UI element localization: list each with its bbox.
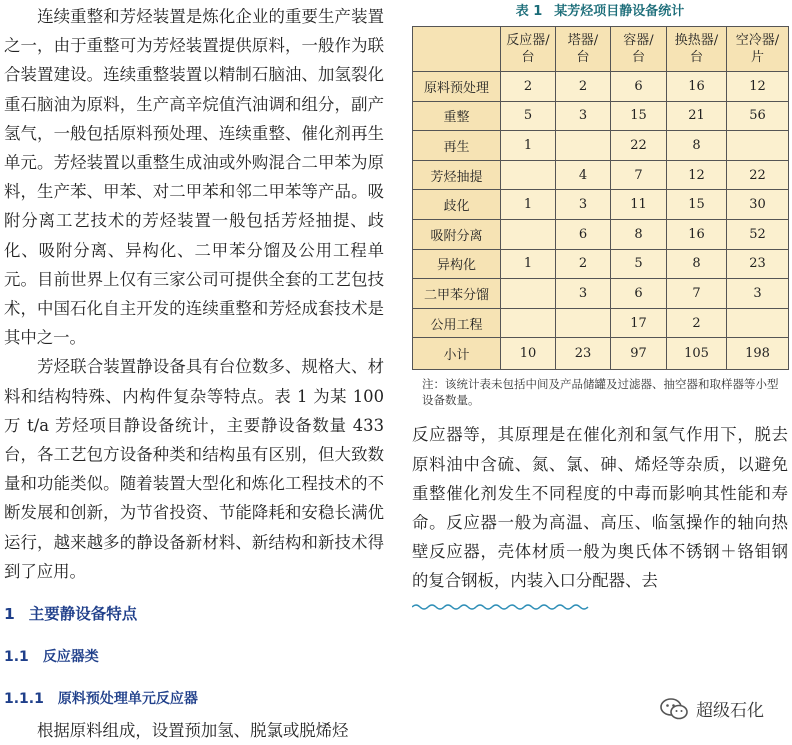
table-row <box>413 308 789 338</box>
table-cell: 5 <box>501 101 556 131</box>
table-header-row <box>413 27 789 72</box>
left-column <box>4 2 384 745</box>
table-cell: 6 <box>611 72 667 102</box>
table-row <box>413 190 789 220</box>
table-cell: 17 <box>611 308 667 338</box>
section-1-1-1-number: 1.1.1 <box>4 691 44 708</box>
table-cell: 22 <box>727 160 789 190</box>
table-cell: 7 <box>611 160 667 190</box>
table-note: 注：该统计表未包括中间及产品储罐及过滤器、抽空器和取样器等小型设备数量。 <box>422 377 779 408</box>
features-paragraph-text: 芳烃联合装置静设备具有台位数多、规格大、材料和结构特殊、内构件复杂等特点。表 1 为某 100 万 t/a 芳烃项目静设备统计，主要静设备数量 433 台，各工艺包方设备种类和结构虽有区别，但大致数量和功能类似。随着装置大型化和炼化工程技术的不断发展和创新，为节省投资、节能降耗和安稳长满优运行，越来越多的静设备新材料、新结构和新技术得到了应用。 <box>4 357 384 581</box>
table-cell: 23 <box>556 338 611 370</box>
table-cell: 8 <box>667 131 727 161</box>
table-row-label: 二甲苯分馏 <box>413 279 501 309</box>
section-1-number: 1 <box>4 605 15 624</box>
table-caption-number: 表 1 <box>515 4 543 19</box>
table-cell: 22 <box>611 131 667 161</box>
table-cell: 16 <box>667 72 727 102</box>
table-row <box>413 101 789 131</box>
section-1-1-heading <box>4 646 384 666</box>
table-cell: 4 <box>556 160 611 190</box>
table-cell: 3 <box>556 190 611 220</box>
table-header-cell: 容器/ 台 <box>611 27 667 72</box>
section-1-1-1-text: 根据原料组成，设置预加氢、脱氯或脱烯烃 <box>37 721 349 741</box>
section-1-1-number: 1.1 <box>4 649 29 666</box>
wechat-icon <box>660 698 688 720</box>
table-cell: 3 <box>556 101 611 131</box>
table-cell: 12 <box>667 160 727 190</box>
intro-paragraph-text: 连续重整和芳烃装置是炼化企业的重要生产装置之一，由于重整可为芳烃装置提供原料，一般作为联合装置建设。连续重整装置以精制石脑油、加氢裂化重石脑油为原料，生产高辛烷值汽油调和组分，副产氢气，一般包括原料预处理、连续重整、催化剂再生单元。芳烃装置以重整生成油或外购混合二甲苯为原料，生产苯、甲苯、对二甲苯和邻二甲苯等产品。吸附分离工艺技术的芳烃装置一般包括芳烃抽提、歧化、吸附分离、异构化、二甲苯分馏及公用工程单元。目前世界上仅有三家公司可提供全套的工艺包技术，中国石化自主开发的连续重整和芳烃成套技术是其中之一。 <box>4 7 384 348</box>
table-row <box>413 338 789 370</box>
table-cell: 97 <box>611 338 667 370</box>
table-row <box>413 131 789 161</box>
features-paragraph <box>4 352 384 586</box>
table-cell: 56 <box>727 101 789 131</box>
equipment-table <box>412 26 789 370</box>
table-cell: 15 <box>667 190 727 220</box>
table-cell: 7 <box>667 279 727 309</box>
table-cell: 2 <box>556 72 611 102</box>
section-1-1-title: 反应器类 <box>42 649 99 666</box>
table-cell <box>556 308 611 338</box>
table-row <box>413 219 789 249</box>
table-row <box>413 249 789 279</box>
table-cell: 5 <box>611 249 667 279</box>
table-cell <box>501 160 556 190</box>
table-cell: 23 <box>727 249 789 279</box>
table-cell: 52 <box>727 219 789 249</box>
watermark <box>660 696 764 721</box>
table-cell: 1 <box>501 131 556 161</box>
table-cell <box>556 131 611 161</box>
table-row-label: 异构化 <box>413 249 501 279</box>
table-cell <box>727 131 789 161</box>
table-cell: 10 <box>501 338 556 370</box>
wavy-divider <box>412 603 592 611</box>
table-cell <box>501 279 556 309</box>
table-cell: 1 <box>501 249 556 279</box>
table-cell: 3 <box>727 279 789 309</box>
table-cell: 198 <box>727 338 789 370</box>
table-row-label: 再生 <box>413 131 501 161</box>
table-header-corner <box>413 27 501 72</box>
table-row-label: 公用工程 <box>413 308 501 338</box>
intro-paragraph <box>4 2 384 352</box>
table-cell <box>501 219 556 249</box>
table-header-cell: 反应器/ 台 <box>501 27 556 72</box>
table-cell: 105 <box>667 338 727 370</box>
table-cell: 6 <box>611 279 667 309</box>
table-cell: 2 <box>501 72 556 102</box>
table-header-cell: 换热器/ 台 <box>667 27 727 72</box>
table-caption-title: 某芳烃项目静设备统计 <box>554 4 685 19</box>
table-cell: 15 <box>611 101 667 131</box>
table-cell: 1 <box>501 190 556 220</box>
table-cell: 12 <box>727 72 789 102</box>
section-1-title: 主要静设备特点 <box>28 605 138 624</box>
table-header-cell: 塔器/ 台 <box>556 27 611 72</box>
watermark-text: 超级石化 <box>696 701 764 721</box>
table-cell: 16 <box>667 219 727 249</box>
table-cell <box>727 308 789 338</box>
table-caption <box>412 2 788 22</box>
table-row-label: 歧化 <box>413 190 501 220</box>
table-cell: 30 <box>727 190 789 220</box>
section-1-1-1-heading <box>4 688 384 708</box>
table-cell <box>501 308 556 338</box>
reactor-paragraph: 反应器等，其原理是在催化剂和氢气作用下，脱去原料油中含硫、氮、氯、砷、烯烃等杂质，以避免重整催化剂发生不同程度的中毒而影响其性能和寿命。反应器一般为高温、高压、临氢操作的轴向热壁反应器，壳体材质一般为奥氏体不锈钢＋铬钼钢的复合钢板，内装入口分配器、去 <box>412 425 788 591</box>
table-cell: 21 <box>667 101 727 131</box>
table-row-label: 重整 <box>413 101 501 131</box>
table-body <box>413 72 789 370</box>
table-cell: 6 <box>556 219 611 249</box>
table-cell: 2 <box>556 249 611 279</box>
table-cell: 11 <box>611 190 667 220</box>
table-row-label: 芳烃抽提 <box>413 160 501 190</box>
table-header-cell: 空冷器/ 片 <box>727 27 789 72</box>
table-row <box>413 72 789 102</box>
table-row-label: 原料预处理 <box>413 72 501 102</box>
table-row-label: 吸附分离 <box>413 219 501 249</box>
table-row-label: 小计 <box>413 338 501 370</box>
section-1-1-1-paragraph <box>4 716 384 745</box>
table-cell: 3 <box>556 279 611 309</box>
table-cell: 2 <box>667 308 727 338</box>
table-cell: 8 <box>611 219 667 249</box>
table-row <box>413 279 789 309</box>
section-1-1-1-title: 原料预处理单元反应器 <box>57 691 198 708</box>
section-1-heading <box>4 602 384 624</box>
table-cell: 8 <box>667 249 727 279</box>
table-row <box>413 160 789 190</box>
right-column <box>412 2 788 615</box>
